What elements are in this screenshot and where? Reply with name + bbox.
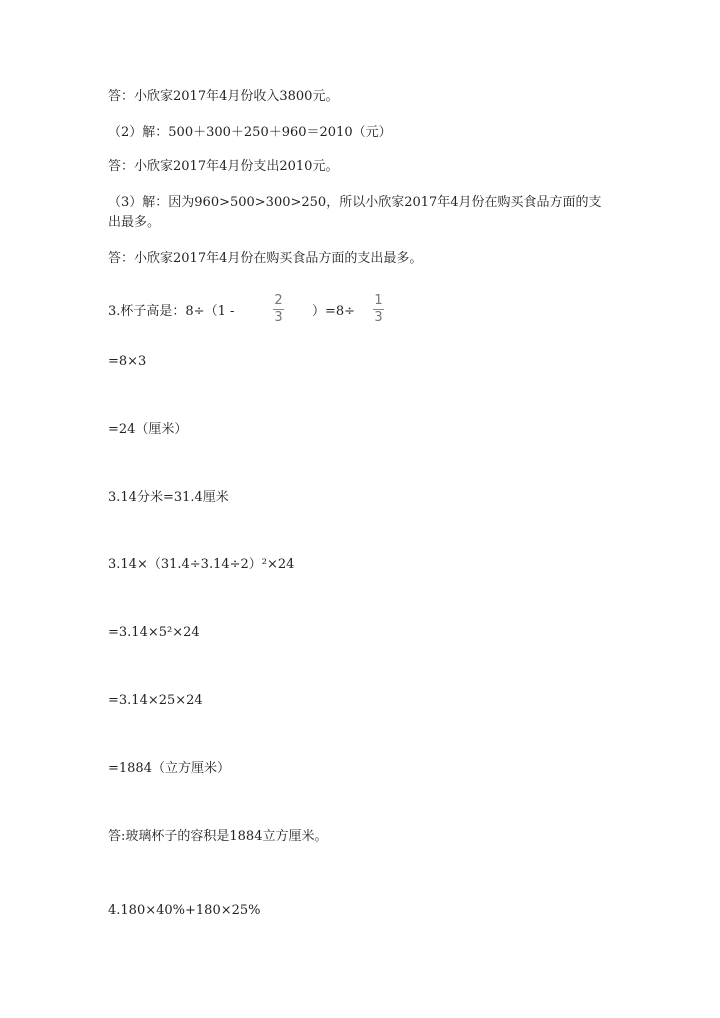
- volume-step-2: =3.14×25×24: [108, 693, 203, 708]
- answer-volume: 答:玻璃杯子的容积是1884立方厘米。: [108, 829, 328, 844]
- fraction-denominator: 3: [274, 310, 283, 325]
- answer-food: 答：小欣家2017年4月份在购买食品方面的支出最多。: [108, 251, 423, 266]
- volume-step-1: =3.14×5²×24: [108, 625, 200, 640]
- step-24cm: =24（厘米）: [108, 422, 188, 437]
- answer-income: 答：小欣家2017年4月份收入3800元。: [108, 89, 339, 104]
- question-3-prefix: 3.杯子高是：8÷（1 -: [108, 304, 235, 319]
- volume-formula: 3.14×（31.4÷3.14÷2）²×24: [108, 557, 295, 572]
- fraction-numerator: 2: [274, 293, 283, 308]
- step-8x3: =8×3: [108, 354, 147, 369]
- fraction-denominator: 3: [374, 310, 383, 325]
- solution-2: （2）解：500＋300＋250＋960＝2010（元）: [108, 125, 392, 140]
- question-4: 4.180×40%+180×25%: [108, 903, 261, 918]
- question-3-middle: ）=8÷: [312, 304, 356, 319]
- fraction-numerator: 1: [374, 293, 383, 308]
- fraction-two-thirds: [273, 294, 284, 325]
- answer-expense: 答：小欣家2017年4月份支出2010元。: [108, 159, 339, 174]
- unit-conversion: 3.14分米=31.4厘米: [108, 490, 229, 505]
- volume-result: =1884（立方厘米）: [108, 761, 230, 776]
- solution-3: （3）解：因为960>500>300>250，所以小欣家2017年4月份在购买食品方面的支出最多。: [108, 195, 602, 230]
- fraction-one-third: [373, 294, 384, 325]
